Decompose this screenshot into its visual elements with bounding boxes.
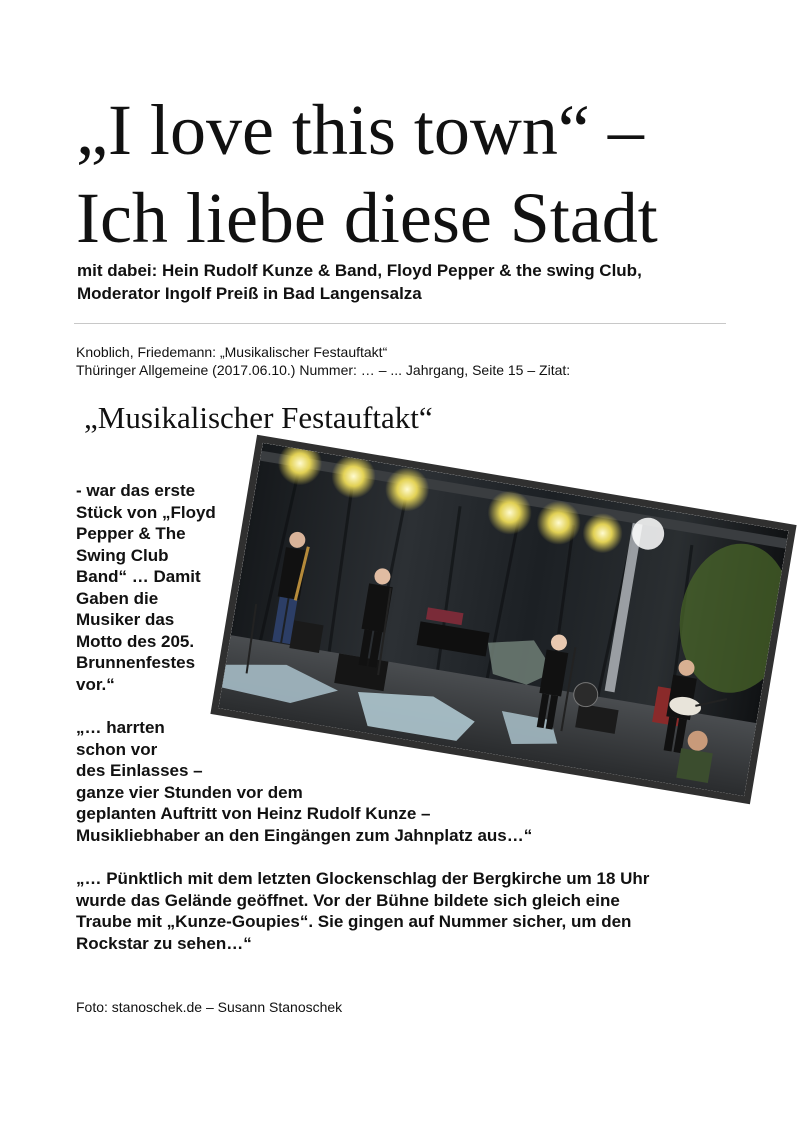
quote-line: geplanten Auftritt von Heinz Rudolf Kunze – [76, 804, 431, 823]
page-title [76, 86, 776, 262]
subtitle-line: Moderator Ingolf Preiß in Bad Langensalza [77, 284, 422, 303]
quote-line: „… Pünktlich mit dem letzten Glockenschlag der Bergkirche um 18 Uhr [76, 869, 650, 888]
quote-line: wurde das Gelände geöffnet. Vor der Bühne bildete sich gleich eine [76, 890, 620, 910]
photo-credit: Foto: stanoschek.de – Susann Stanoschek [76, 999, 343, 1015]
quote-3 [76, 868, 649, 954]
quote-line: - war das erste [76, 481, 196, 500]
quote-line: Brunnenfestes [76, 653, 196, 672]
quote-line: Motto des 205. [76, 631, 195, 651]
quote-line: Gaben die [76, 588, 159, 608]
citation-line: Thüringer Allgemeine (2017.06.10.) Nummer: … – ... Jahrgang, Seite 15 – Zitat: [76, 362, 571, 378]
citation [76, 343, 570, 379]
divider [74, 323, 726, 324]
quote-line: Band“ … Damit [76, 567, 201, 586]
quote-line: schon vor [76, 739, 158, 759]
quote-line: des Einlasses – [76, 761, 203, 780]
quote-line: „… harrten [76, 718, 165, 737]
title-line: „I love this town“ – [76, 90, 644, 170]
subtitle-line: mit dabei: Hein Rudolf Kunze & Band, Floyd Pepper & the swing Club, [77, 261, 642, 280]
quote-line: Rockstar zu sehen…“ [76, 933, 252, 953]
subtitle [77, 259, 757, 305]
quote-1 [76, 480, 216, 695]
quote-line: Pepper & The [76, 524, 186, 543]
quote-line: Musikliebhaber an den Eingängen zum Jahnplatz aus…“ [76, 825, 533, 845]
article-title: „Musikalischer Festauftakt“ [84, 400, 433, 435]
quote-line: vor.“ [76, 674, 115, 694]
quote-line: ganze vier Stunden vor dem [76, 782, 303, 802]
quote-line: Swing Club [76, 545, 169, 565]
quote-line: Traube mit „Kunze-Goupies“. Sie gingen auf Nummer sicher, um den [76, 912, 632, 931]
quote-line: Stück von „Floyd [76, 502, 216, 522]
title-line: Ich liebe diese Stadt [76, 178, 658, 258]
citation-line: Knoblich, Friedemann: „Musikalischer Festauftakt“ [76, 344, 388, 360]
quote-2 [76, 717, 532, 846]
quote-line: Musiker das [76, 610, 175, 629]
